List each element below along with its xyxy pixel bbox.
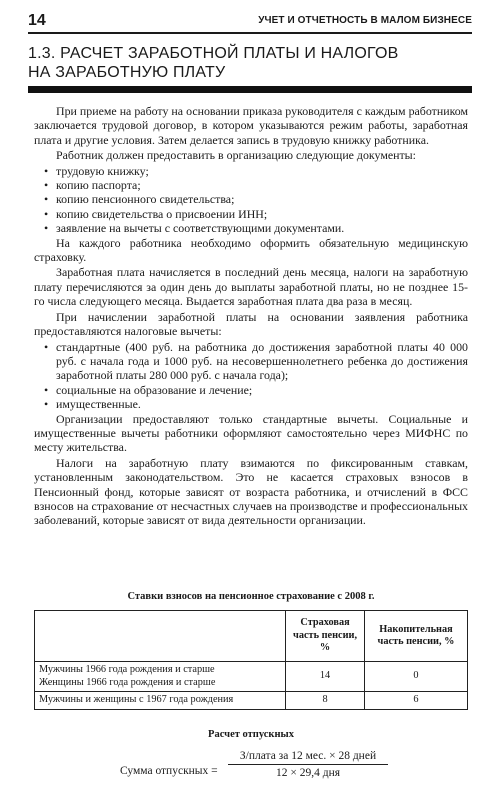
table-cell: Мужчины 1966 года рождения и старше Женщины 1966 года рождения и старше [35,662,286,692]
section-title [28,44,472,82]
formula-numerator: З/плата за 12 мес. × 28 дней [228,750,388,765]
table-header-row [35,611,468,662]
list-item: • копию паспорта; [34,178,468,192]
running-title: УЧЕТ И ОТЧЕТНОСТЬ В МАЛОМ БИЗНЕСЕ [258,15,472,26]
list-item: • стандартные (400 руб. на работника до достижения заработной платы 40 000 руб. с начала года и 1000 руб. на несовершеннолетнего ребенка до достижения заработной платы 280 000 руб. с начала года); [34,340,468,383]
table-header-cell: Страховая часть пенсии, % [286,611,365,662]
formula-denominator: 12 × 29,4 дня [275,767,341,779]
list-item: • трудовую книжку; [34,164,468,178]
table-cell: 6 [364,692,467,710]
page-header [28,12,472,32]
page-number: 14 [28,12,46,29]
paragraph: Налоги на заработную плату взимаются по фиксированным ставкам, установленным законодательством. Это не касается страховых взносов в Пенсионный фонд, которые зависят от возраста работника, и отчислений в ФСС взносов на страхование от несчастных случаев на производстве и профессиональных заболеваний, которые зависят от вида деятельности организации. [34,455,468,528]
paragraph: На каждого работника необходимо оформить обязательную медицинскую страховку. [34,235,468,265]
deductions-list [34,340,468,412]
rates-table [34,610,468,710]
list-item: • социальные на образование и лечение; [34,383,468,397]
calc-title: Расчет отпускных [208,729,294,740]
paragraph: Заработная плата начисляется в последний день месяца, налоги на заработную плату перечисляются за один день до выплаты заработной платы, но не позднее 15-го числа следующего месяца. Выдается заработная плата два раза в месяц. [34,265,468,309]
header-rule [28,32,472,34]
table-row [35,692,468,710]
table-cell: 14 [286,662,365,692]
table-header-cell [35,611,286,662]
paragraph: При начислении заработной платы на основании заявления работника предоставляются налоговые вычеты: [34,309,468,339]
list-item: • заявление на вычеты с соответствующими документами. [34,221,468,235]
section-title-line1: 1.3. РАСЧЕТ ЗАРАБОТНОЙ ПЛАТЫ И НАЛОГОВ [28,45,399,62]
table-header-cell: Накопительная часть пенсии, % [364,611,467,662]
documents-list [34,164,468,236]
section-title-bar [28,86,472,93]
list-item: • копию свидетельства о присвоении ИНН; [34,207,468,221]
list-item: • имущественные. [34,397,468,411]
table-cell: 8 [286,692,365,710]
paragraph: Организации предоставляют только стандартные вычеты. Социальные и имущественные вычеты работники оформляют самостоятельно через МИФНС по месту жительства. [34,411,468,455]
table-cell: 0 [364,662,467,692]
table-caption: Ставки взносов на пенсионное страхование с 2008 г. [127,591,375,602]
paragraph: Работник должен предоставить в организацию следующие документы: [56,148,416,163]
list-item: • копию пенсионного свидетельства; [34,192,468,206]
section-title-line2: НА ЗАРАБОТНУЮ ПЛАТУ [28,64,226,81]
body-text [34,104,468,529]
formula-fraction [228,750,388,779]
table-cell: Мужчины и женщины с 1967 года рождения [35,692,286,710]
paragraph: При приеме на работу на основании приказа руководителя с каждым работником заключается трудовой договор, в котором указываются режим работы, заработная плата и другие условия. Затем делается запись в трудовую книжку работника. [34,104,468,147]
table-row [35,662,468,692]
formula-lhs: Сумма отпускных = [120,765,218,777]
